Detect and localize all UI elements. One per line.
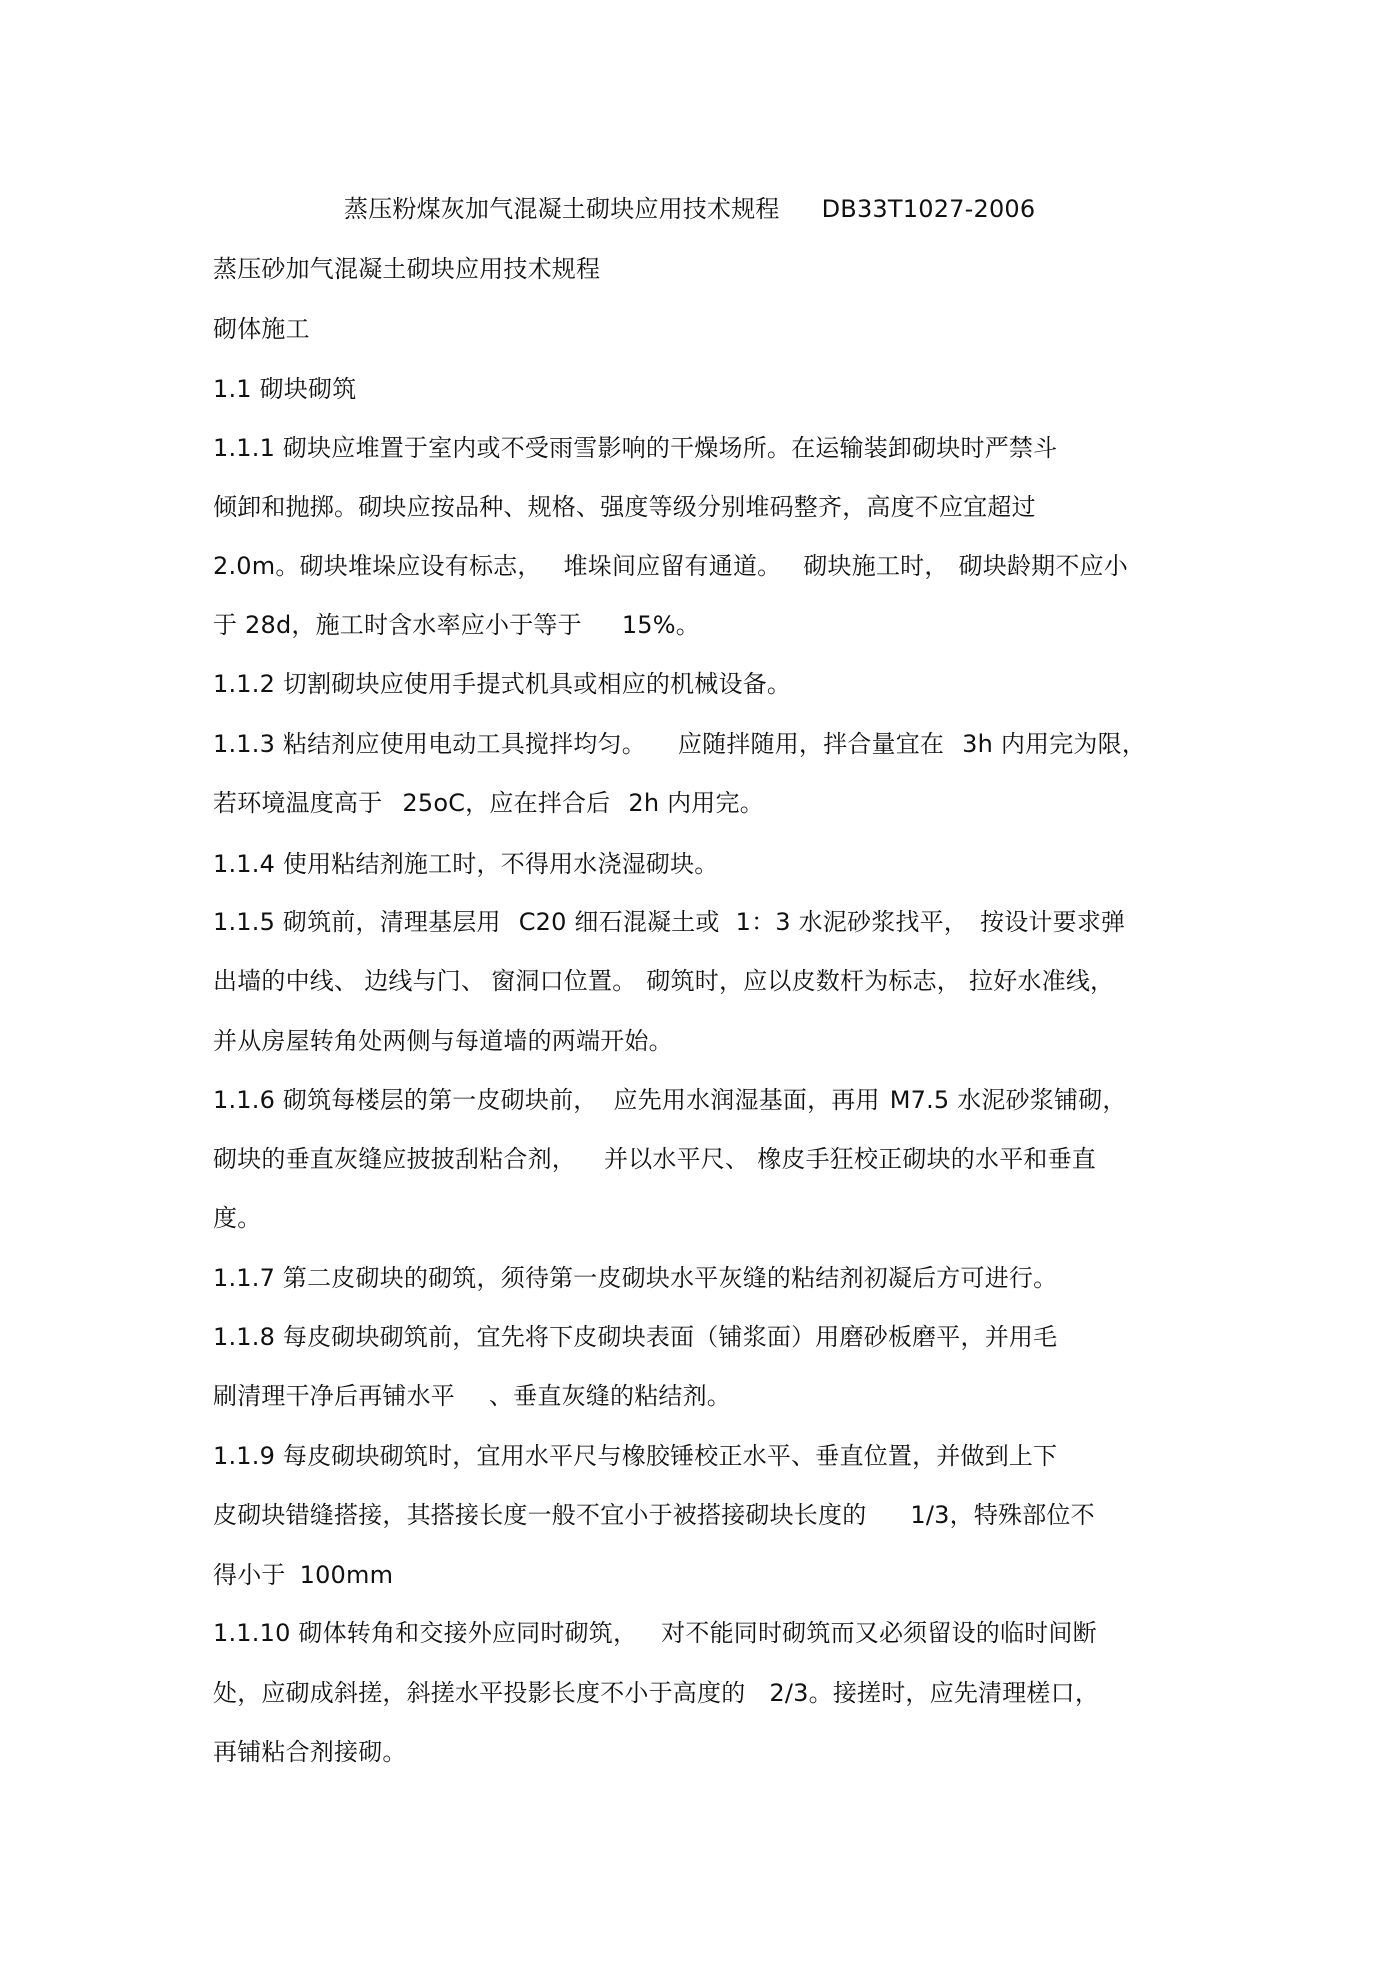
paragraph-line bbox=[213, 1441, 1057, 1471]
paragraph-line bbox=[213, 492, 1036, 522]
line-text: 出墙的中线、 bbox=[213, 967, 359, 995]
line-text: 25oC，应在拌合后 bbox=[402, 789, 611, 817]
paragraph-line bbox=[213, 1085, 1127, 1115]
line-text: 1.1.6 砌筑每楼层的第一皮砌块前， bbox=[213, 1086, 598, 1114]
line-text: 拉好水准线， bbox=[969, 967, 1115, 995]
line-text: 并以水平尺、 bbox=[604, 1145, 750, 1173]
paragraph-line bbox=[213, 966, 1114, 996]
line-text: 1.1.3 粘结剂应使用电动工具搅拌均匀。 bbox=[213, 730, 646, 758]
paragraph-line bbox=[213, 1678, 1099, 1708]
paragraph-line bbox=[213, 907, 1125, 937]
line-text: 对不能同时砌筑而又必须留设的临时间断 bbox=[661, 1619, 1097, 1647]
line-text: 1.1.1 砌块应堆置于室内或不受雨雪影响的干燥场所。在运输装卸砌块时严禁斗 bbox=[213, 434, 1058, 462]
paragraph-line bbox=[213, 1263, 1057, 1293]
line-text: 再铺粘合剂接砌。 bbox=[213, 1738, 407, 1766]
line-text: 并从房屋转角处两侧与每道墙的两端开始。 bbox=[213, 1027, 673, 1055]
line-text: 砌块的垂直灰缝应披披刮粘合剂， bbox=[213, 1145, 576, 1173]
line-text: 度。 bbox=[213, 1204, 262, 1232]
line-text: M7.5 水泥砂浆铺砌， bbox=[889, 1086, 1127, 1114]
line-text: 堆垛间应留有通道。 bbox=[563, 552, 782, 580]
line-text: 橡皮手狂校正砌块的水平和垂直 bbox=[757, 1145, 1097, 1173]
document-subtitle: 蒸压砂加气混凝土砌块应用技术规程 bbox=[213, 255, 601, 283]
line-text: 1.1.7 第二皮砌块的砌筑，须待第一皮砌块水平灰缝的粘结剂初凝后方可进行。 bbox=[213, 1264, 1058, 1292]
paragraph-line bbox=[213, 849, 719, 879]
line-text: 1.1.2 切割砌块应使用手提式机具或相应的机械设备。 bbox=[213, 670, 792, 698]
line-text: 2h 内用完。 bbox=[628, 789, 764, 817]
document-title-line bbox=[344, 194, 1035, 224]
line-text: 倾卸和抛掷。砌块应按品种、规格、强度等级分别堆码整齐，高度不应宜超过 bbox=[213, 493, 1036, 521]
section-heading: 砌体施工 bbox=[213, 315, 310, 343]
paragraph-line bbox=[213, 1322, 1057, 1352]
line-text: 按设计要求弹 bbox=[980, 908, 1126, 936]
line-text: 1.1.5 砌筑前，清理基层用 bbox=[213, 908, 501, 936]
line-text: 应随拌随用，拌合量宜在 bbox=[677, 730, 945, 758]
paragraph-line bbox=[213, 729, 1146, 759]
document-code: DB33T1027-2006 bbox=[821, 195, 1036, 223]
line-text: 2/3。接搓时，应先清理槎口， bbox=[769, 1679, 1100, 1707]
paragraph-line bbox=[213, 1737, 407, 1767]
line-text: 1.1.4 使用粘结剂施工时，不得用水浇湿砌块。 bbox=[213, 850, 719, 878]
paragraph-line bbox=[213, 788, 764, 818]
paragraph-line bbox=[213, 1381, 731, 1411]
line-text: 刷清理干净后再铺水平 bbox=[213, 1382, 455, 1410]
document-title: 蒸压粉煤灰加气混凝土砌块应用技术规程 bbox=[344, 195, 780, 223]
line-text: 砌块龄期不应小 bbox=[958, 552, 1128, 580]
paragraph-line bbox=[213, 551, 1128, 581]
line-text: 皮砌块错缝搭接，其搭接长度一般不宜小于被搭接砌块长度的 bbox=[213, 1501, 867, 1529]
line-text: 若环境温度高于 bbox=[213, 789, 383, 817]
paragraph-line bbox=[213, 433, 1057, 463]
paragraph-line bbox=[213, 1144, 1096, 1174]
line-text: 得小于 bbox=[213, 1561, 286, 1589]
line-text: 1：3 水泥砂浆找平， bbox=[735, 908, 969, 936]
paragraph-line bbox=[213, 1560, 393, 1590]
line-text: 2.0m。砌块堆垛应设有标志， bbox=[213, 552, 542, 580]
line-text: 1/3，特殊部位不 bbox=[910, 1501, 1095, 1529]
line-text: 1.1.10 砌体转角和交接外应同时砌筑， bbox=[213, 1619, 638, 1647]
line-text: 3h 内用完为限， bbox=[962, 730, 1147, 758]
line-text: 处，应砌成斜搓，斜搓水平投影长度不小于高度的 bbox=[213, 1679, 746, 1707]
line-text: 于 28d，施工时含水率应小于等于 bbox=[213, 611, 582, 639]
line-text: 边线与门、 bbox=[364, 967, 486, 995]
line-text: 、垂直灰缝的粘结剂。 bbox=[489, 1382, 731, 1410]
paragraph-line bbox=[213, 1203, 261, 1233]
line-text: 1.1.8 每皮砌块砌筑前，宜先将下皮砌块表面（铺浆面）用磨砂板磨平，并用毛 bbox=[213, 1323, 1058, 1351]
line-text: 1.1.9 每皮砌块砌筑时，宜用水平尺与橡胶锤校正水平、垂直位置，并做到上下 bbox=[213, 1442, 1058, 1470]
line-text: 应先用水润湿基面，再用 bbox=[613, 1086, 880, 1114]
paragraph-line bbox=[213, 1618, 1097, 1648]
paragraph-line bbox=[213, 1026, 673, 1056]
line-text: 砌筑时，应以皮数杆为标志， bbox=[646, 967, 962, 995]
paragraph-line bbox=[213, 610, 700, 640]
line-text: 100mm bbox=[299, 1561, 394, 1589]
line-text: 砌块施工时， bbox=[803, 552, 949, 580]
line-text: C20 细石混凝土或 bbox=[518, 908, 720, 936]
paragraph-line bbox=[213, 1500, 1095, 1530]
subsection-heading: 1.1 砌块砌筑 bbox=[213, 375, 357, 403]
paragraph-line bbox=[213, 669, 791, 699]
line-text: 15%。 bbox=[621, 611, 700, 639]
line-text: 窗洞口位置。 bbox=[491, 967, 637, 995]
